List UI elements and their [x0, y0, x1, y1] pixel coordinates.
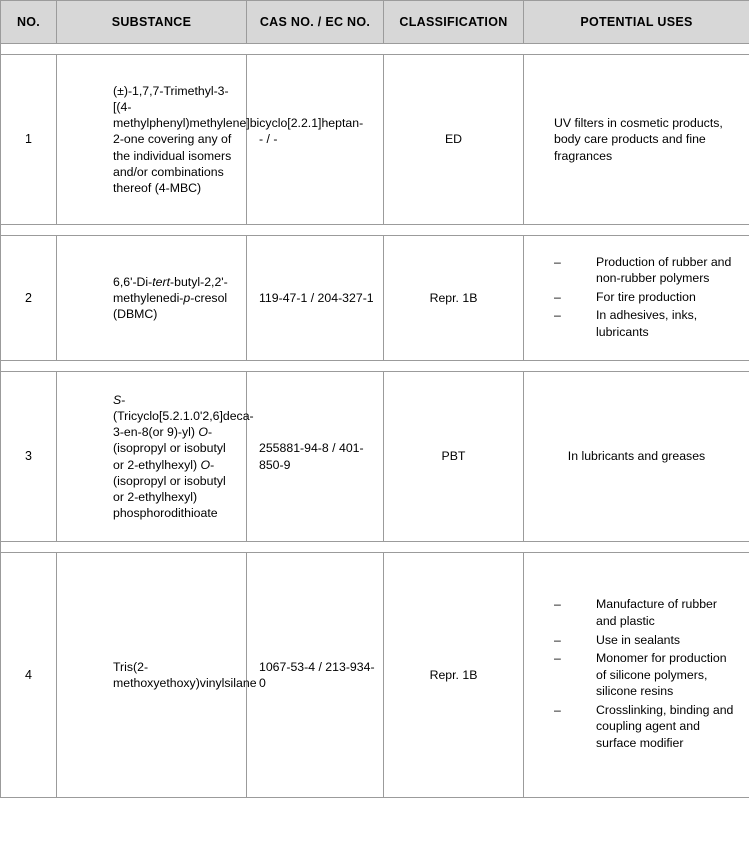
cell-cas-ec: - / - — [247, 55, 384, 225]
table-row — [1, 553, 749, 798]
row-spacer — [1, 44, 749, 55]
cell-substance — [57, 553, 257, 798]
dash-bullet: – — [554, 308, 561, 323]
dash-bullet: – — [554, 651, 561, 666]
uses-text: In lubricants and greases — [567, 449, 706, 464]
list-item — [554, 702, 739, 752]
cell-substance — [57, 55, 364, 225]
cell-cas-ec: 1067-53-4 / 213-934-0 — [247, 553, 384, 798]
list-item-label: Monomer for production of silicone polymers, silicone resins — [596, 651, 727, 699]
cell-no: 2 — [1, 236, 57, 361]
cell-potential-uses — [524, 553, 749, 798]
dash-bullet: – — [554, 597, 561, 612]
list-item-label: Crosslinking, binding and coupling agent and surface modifier — [596, 702, 734, 751]
list-item-label: Manufacture of rubber and plastic — [596, 597, 717, 628]
list-item — [554, 596, 739, 629]
row-spacer — [1, 542, 749, 553]
cell-no: 1 — [1, 55, 57, 225]
substance-name: Tris(2-methoxyethoxy)vinylsilane — [113, 659, 257, 690]
list-item — [554, 632, 739, 649]
uses-list — [554, 254, 739, 341]
list-item-label: Production of rubber and non-rubber polymers — [596, 254, 732, 286]
list-item — [554, 307, 739, 340]
table-body — [1, 44, 749, 798]
cell-cas-ec: 119-47-1 / 204-327-1 — [247, 236, 384, 361]
dash-bullet: – — [554, 702, 561, 717]
cell-substance — [57, 236, 247, 361]
cell-classification: Repr. 1B — [384, 553, 524, 798]
column-header-no: NO. — [1, 1, 57, 44]
row-spacer — [1, 361, 749, 372]
cell-potential-uses — [524, 372, 749, 542]
uses-text: UV filters in cosmetic products, body care products and fine fragrances — [554, 116, 723, 163]
table-row — [1, 372, 749, 542]
column-header-classification: CLASSIFICATION — [384, 1, 524, 44]
table-header — [1, 1, 749, 44]
cell-substance — [57, 372, 254, 542]
table-row — [1, 55, 749, 225]
list-item — [554, 254, 739, 287]
table-row — [1, 236, 749, 361]
header-row — [1, 1, 749, 44]
dash-bullet: – — [554, 289, 561, 304]
dash-bullet: – — [554, 632, 561, 647]
list-item-label: In adhesives, inks, lubricants — [596, 308, 698, 339]
cell-classification: PBT — [384, 372, 524, 542]
cell-no: 3 — [1, 372, 57, 542]
column-header-substance: SUBSTANCE — [57, 1, 247, 44]
substance-name: S-(Tricyclo[5.2.1.0'2,6]deca-3-en-8(or 9)-yl) O-(isopropyl or isobutyl or 2-ethylhexyl) O-(isopropyl or isobutyl or 2-ethylhexyl) phosphorodithioate — [113, 392, 254, 521]
substance-name: 6,6'-Di-tert-butyl-2,2'-methylenedi-p-cresol (DBMC) — [113, 274, 228, 322]
list-item-label: For tire production — [596, 289, 696, 304]
uses-list — [554, 596, 739, 751]
column-header-potential-uses: POTENTIAL USES — [524, 1, 749, 44]
cell-cas-ec: 255881-94-8 / 401-850-9 — [247, 372, 384, 542]
cell-potential-uses — [524, 236, 749, 361]
list-item — [554, 650, 739, 700]
cell-no: 4 — [1, 553, 57, 798]
column-header-cas-ec: CAS NO. / EC NO. — [247, 1, 384, 44]
dash-bullet: – — [554, 254, 561, 269]
cell-potential-uses — [524, 55, 749, 225]
list-item-label: Use in sealants — [596, 632, 681, 647]
substance-name: (±)-1,7,7-Trimethyl-3-[(4-methylphenyl)methylene]bicyclo[2.2.1]heptan-2-one covering any of the individual isomers and/or combinations thereof (4-MBC) — [113, 83, 364, 196]
cell-classification: Repr. 1B — [384, 236, 524, 361]
row-spacer — [1, 225, 749, 236]
cell-classification: ED — [384, 55, 524, 225]
list-item — [554, 289, 739, 306]
